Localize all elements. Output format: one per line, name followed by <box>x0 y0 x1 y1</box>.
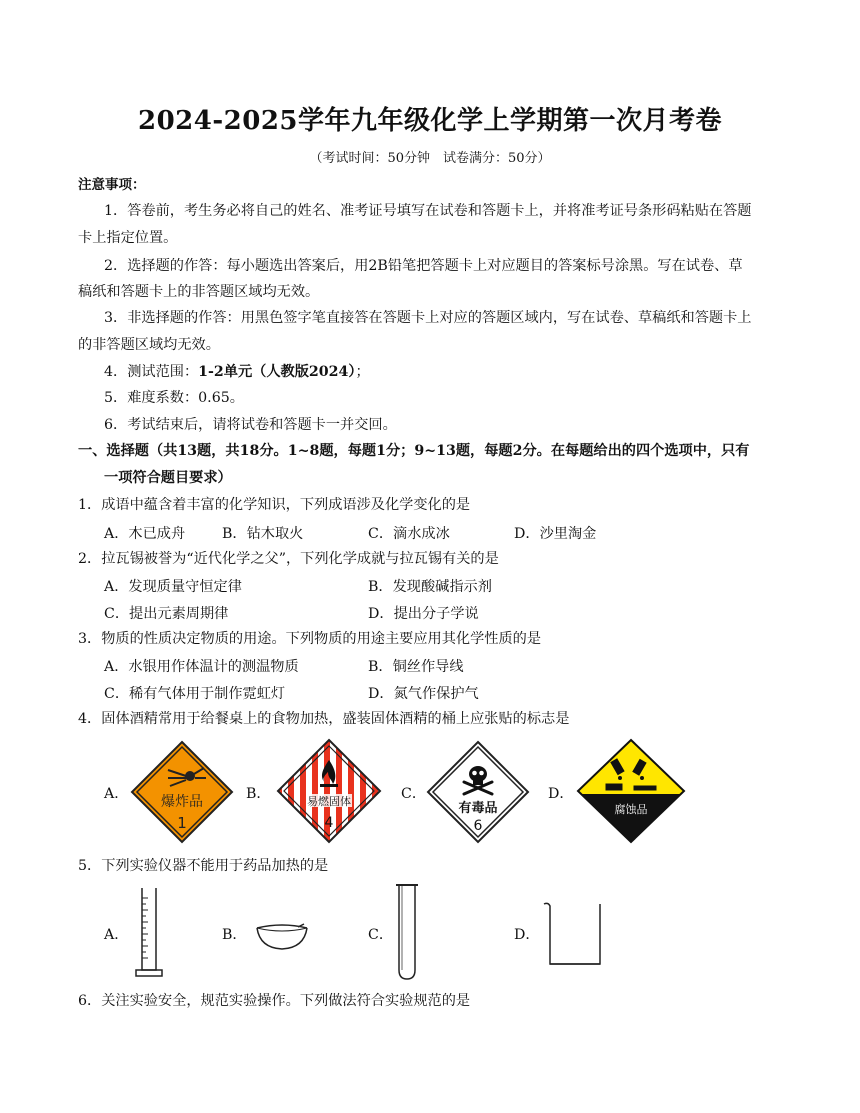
notice-item-4-suffix: ； <box>355 364 370 380</box>
question-1-stem: 1．成语中蕴含着丰富的化学知识，下列成语涉及化学变化的是 <box>78 497 471 513</box>
exam-info: （考试时间：50分钟 试卷满分：50分） <box>309 151 551 166</box>
question-5-option-a: A． <box>104 927 129 943</box>
page-title: 2024-2025学年九年级化学上学期第一次月考卷 <box>137 106 723 136</box>
test-tube-icon <box>394 882 420 982</box>
question-1-option-a: A．木已成舟 <box>104 526 186 542</box>
toxic-sign-label: 有毒品 <box>458 801 498 816</box>
question-5-stem: 5．下列实验仪器不能用于药品加热的是 <box>78 858 329 874</box>
notice-item-4-scope: 1-2单元（人教版2024） <box>198 364 356 380</box>
question-4-option-c: C． <box>401 786 427 802</box>
explosive-sign-number: 1 <box>177 814 187 832</box>
corrosive-sign-icon <box>576 738 686 844</box>
toxic-sign-number: 6 <box>473 818 483 834</box>
question-2-option-a: A．发现质量守恒定律 <box>104 579 242 595</box>
beaker-icon <box>542 898 606 968</box>
question-5-option-b: B． <box>222 927 247 943</box>
notice-item-4-prefix: 4．测试范围： <box>104 364 199 380</box>
explosive-sign-icon <box>130 740 234 844</box>
notice-item-5: 5．难度系数：0.65。 <box>104 390 244 406</box>
flammable-sign-label: 易燃固体 <box>307 795 351 808</box>
question-4-option-a: A． <box>104 786 129 802</box>
question-2-option-c: C．提出元素周期律 <box>104 606 229 622</box>
notice-item-6: 6．考试结束后，请将试卷和答题卡一并交回。 <box>104 417 397 433</box>
question-3-option-c: C．稀有气体用于制作霓虹灯 <box>104 686 286 702</box>
notice-item-1-cont: 卡上指定位置。 <box>78 230 178 246</box>
question-4-stem: 4．固体酒精常用于给餐桌上的食物加热，盛装固体酒精的桶上应张贴的标志是 <box>78 711 570 727</box>
notice-item-2: 2．选择题的作答：每小题选出答案后，用2B铅笔把答题卡上对应题目的答案标号涂黑。写在试卷、草 <box>104 258 743 274</box>
evaporating-dish-icon <box>254 918 310 952</box>
flammable-solid-sign-icon <box>276 738 382 844</box>
question-2-option-b: B．发现酸碱指示剂 <box>368 579 492 595</box>
question-4-option-b: B． <box>246 786 271 802</box>
notice-heading: 注意事项： <box>78 177 146 193</box>
question-1-option-c: C．滴水成冰 <box>368 526 450 542</box>
section-1-heading-cont: 一项符合题目要求） <box>104 470 232 486</box>
notice-item-2-cont: 稿纸和答题卡上的非答题区域均无效。 <box>78 284 320 300</box>
question-3-option-d: D．氮气作保护气 <box>368 686 479 702</box>
question-2-stem: 2．拉瓦锡被誉为“近代化学之父”，下列化学成就与拉瓦锡有关的是 <box>78 551 499 567</box>
question-4-option-d: D． <box>548 786 574 802</box>
question-3-option-a: A．水银用作体温计的测温物质 <box>104 659 299 675</box>
question-2-option-d: D．提出分子学说 <box>368 606 479 622</box>
notice-item-1: 1．答卷前，考生务必将自己的姓名、准考证号填写在试卷和答题卡上，并将准考证号条形码粘贴在答题 <box>104 203 752 219</box>
notice-item-3: 3．非选择题的作答：用黑色签字笔直接答在答题卡上对应的答题区域内，写在试卷、草稿纸和答题卡上 <box>104 310 752 326</box>
section-1-heading: 一、选择题（共13题，共18分。1~8题，每题1分；9~13题，每题2分。在每题给出的四个选项中，只有 <box>78 443 750 459</box>
notice-item-3-cont: 的非答题区域均无效。 <box>78 337 220 353</box>
question-5-option-d: D． <box>514 927 540 943</box>
question-3-option-b: B．铜丝作导线 <box>368 659 464 675</box>
flammable-sign-number: 4 <box>324 815 334 831</box>
notice-item-4 <box>104 362 370 382</box>
question-1-option-d: D．沙里淘金 <box>514 526 597 542</box>
question-6-stem: 6．关注实验安全，规范实验操作。下列做法符合实验规范的是 <box>78 993 471 1009</box>
question-3-stem: 3．物质的性质决定物质的用途。下列物质的用途主要应用其化学性质的是 <box>78 631 542 647</box>
toxic-sign-icon <box>426 740 530 844</box>
corrosive-sign-label: 腐蚀品 <box>614 803 648 816</box>
question-5-option-c: C． <box>368 927 394 943</box>
graduated-cylinder-icon <box>134 886 164 980</box>
question-1-option-b: B．钻木取火 <box>222 526 304 542</box>
explosive-sign-label: 爆炸品 <box>161 794 203 810</box>
